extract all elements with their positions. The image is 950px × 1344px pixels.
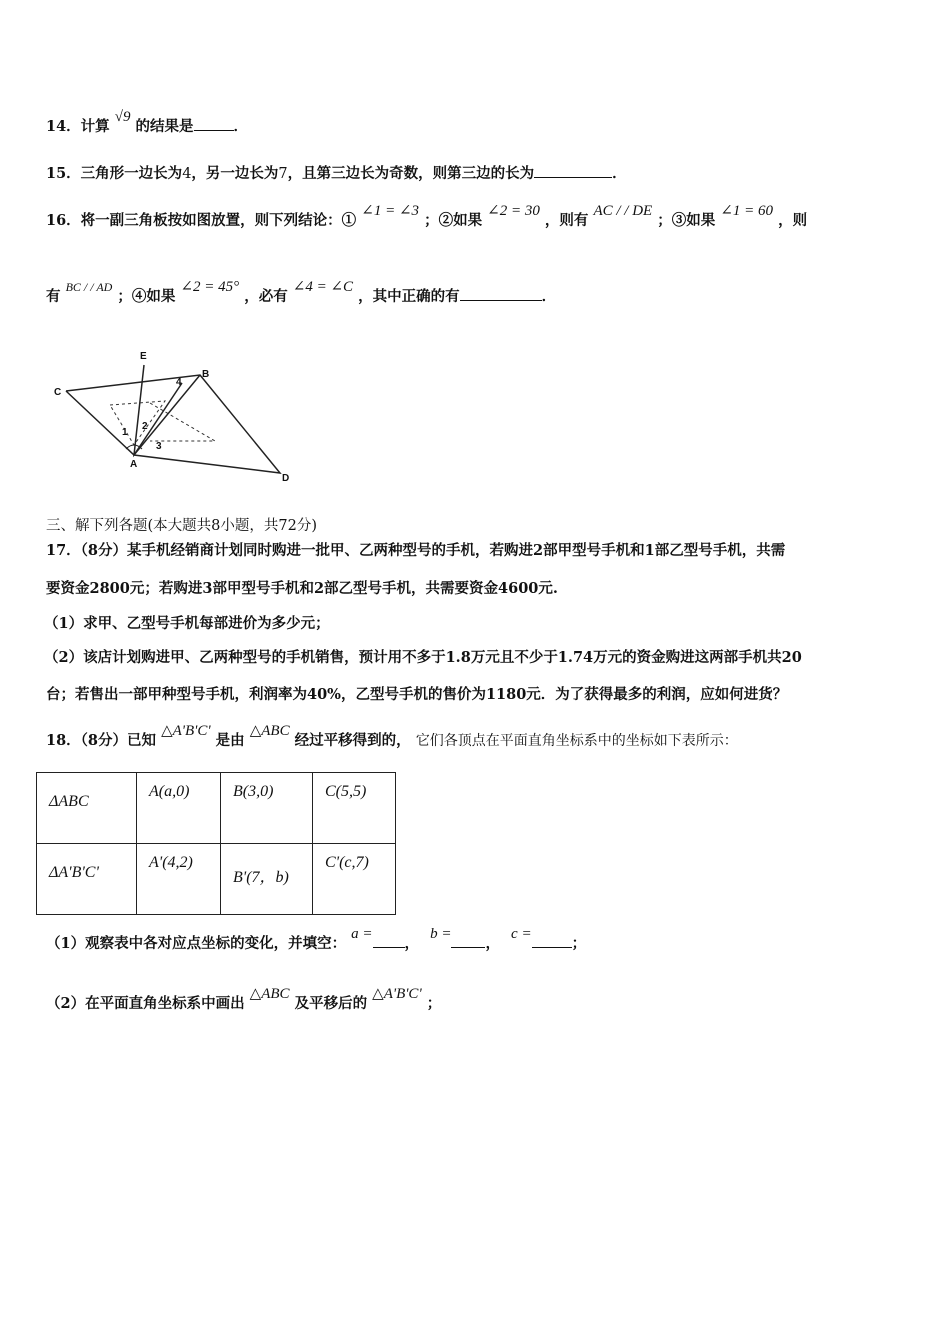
table-cell: A'(4,2) — [137, 844, 221, 915]
q16-text-i: ，其中正确的有 — [358, 288, 460, 305]
q16-text-e: ，则 — [778, 212, 808, 229]
q16-math-2: ∠2 = 30 — [487, 203, 540, 219]
q18-text-c: 经过平移得到的， — [294, 732, 411, 749]
q15-mid1: ，另一边长为 — [191, 165, 279, 182]
q17-part-1: （1）求甲、乙型号手机每部进价为多少元； — [44, 615, 330, 632]
q16-math-5: BC / / AD — [65, 280, 113, 294]
q18-p2-end: ； — [426, 995, 442, 1012]
coordinate-table — [36, 772, 396, 915]
table-cell: B'(7，b) — [221, 844, 313, 915]
q18-text-d: 它们各顶点在平面直角坐标系中的坐标如下表所示： — [415, 733, 738, 749]
q14-answer-blank[interactable] — [194, 118, 234, 131]
q18-text-a: 18．（8分）已知 — [46, 732, 157, 749]
q14-end: ． — [233, 118, 249, 135]
q16-math-6: ∠2 = 45° — [180, 279, 240, 295]
label-b: B — [202, 369, 210, 380]
q15-mid2: ，且第三边长为奇数，则第三边的长为 — [287, 165, 535, 182]
q18-p1-a-label: a = — [351, 926, 373, 942]
label-a: A — [130, 459, 138, 470]
triangle-figure — [50, 345, 300, 490]
label-e: E — [140, 351, 147, 362]
q16-text-c: ，则有 — [544, 212, 589, 229]
q18-text-b: 是由 — [215, 732, 245, 749]
q14-after: 的结果是 — [135, 118, 194, 135]
label-d: D — [282, 473, 290, 484]
label-c: C — [54, 387, 62, 398]
q18-p1-b-label: b = — [430, 926, 452, 942]
label-2: 2 — [142, 421, 148, 432]
figure-outline — [66, 375, 280, 473]
a-answer-blank[interactable] — [373, 935, 405, 948]
table-row — [37, 844, 396, 915]
q14-text: 14．计算 — [46, 118, 110, 135]
c-answer-blank[interactable] — [532, 935, 572, 948]
label-4: 4 — [176, 377, 182, 388]
question-15 — [46, 162, 627, 183]
question-16-line-2 — [46, 279, 557, 306]
table-cell: A(a,0) — [137, 773, 221, 844]
q17-part-2b: 台；若售出一部甲种型号手机，利润率为40%，乙型号手机的售价为1180元．为了获得最多的利润，应如何进货？ — [46, 686, 788, 703]
q16-text-d: ；③如果 — [657, 212, 716, 229]
table-row — [37, 773, 396, 844]
q15-text: 15．三角形一边长为 — [46, 165, 183, 182]
q15-n1: 4 — [182, 166, 192, 182]
section-3-heading: 三、解下列各题(本大题共8小题，共72分) — [46, 518, 317, 534]
q16-math-1: ∠1 = ∠3 — [361, 203, 420, 219]
q16-text-f: 有 — [46, 288, 61, 305]
table-cell: ΔA'B'C' — [37, 844, 137, 915]
figure-dashed-triangle-2 — [150, 403, 215, 441]
q18-p2-math-1: △ABC — [249, 986, 290, 1002]
label-1: 1 — [122, 427, 128, 438]
q18-intro — [46, 723, 738, 750]
q16-math-4: ∠1 = 60 — [720, 203, 774, 219]
q16-math-7: ∠4 = ∠C — [292, 279, 354, 295]
question-16-line-1 — [46, 203, 808, 230]
q18-p1-text: （1）观察表中各对应点坐标的变化，并填空： — [46, 935, 347, 952]
q16-text-j: ． — [541, 288, 557, 305]
b-answer-blank[interactable] — [451, 935, 485, 948]
q17-line-2: 要资金2800元；若购进3部甲型号手机和2部乙型号手机，共需要资金4600元. — [46, 580, 558, 597]
q18-part-2 — [46, 986, 442, 1013]
q16-text-g: ；④如果 — [117, 288, 176, 305]
table-cell: C(5,5) — [313, 773, 396, 844]
table-cell: C'(c,7) — [313, 844, 396, 915]
label-3: 3 — [156, 441, 162, 452]
q17-line-1: 17．（8分）某手机经销商计划同时购进一批甲、乙两种型号的手机，若购进2部甲型号手机和1部乙型号手机，共需 — [46, 542, 786, 559]
q15-end: ． — [612, 165, 627, 182]
q17-part-2a: （2）该店计划购进甲、乙两种型号的手机销售，预计用不多于1.8万元且不少于1.74万元的资金购进这两部手机共20 — [44, 649, 802, 666]
q16-text-b: ；②如果 — [424, 212, 483, 229]
q15-n2: 7 — [278, 166, 288, 182]
q16-text-h: ，必有 — [244, 288, 288, 305]
q16-answer-blank[interactable] — [460, 288, 542, 301]
q16-text-a: 16．将一副三角板按如图放置，则下列结论：① — [46, 212, 357, 229]
q18-math-2: △ABC — [249, 723, 290, 739]
q18-p2-text-b: 及平移后的 — [294, 995, 368, 1012]
q18-part-1: （1）观察表中各对应点坐标的变化，并填空： a =， b =， c =； — [46, 926, 587, 952]
q18-p1-c-label: c = — [511, 926, 532, 942]
q16-math-3: AC / / DE — [593, 203, 653, 219]
table-cell: B(3,0) — [221, 773, 313, 844]
question-14 — [46, 109, 249, 136]
q14-sqrt-expression: √9 — [114, 109, 131, 125]
q18-math-1: △A'B'C' — [161, 723, 211, 739]
q18-p2-math-2: △A'B'C' — [372, 986, 422, 1002]
table-cell: ΔABC — [37, 773, 137, 844]
q15-answer-blank[interactable] — [534, 165, 612, 178]
q18-p2-text: （2）在平面直角坐标系中画出 — [46, 995, 245, 1012]
